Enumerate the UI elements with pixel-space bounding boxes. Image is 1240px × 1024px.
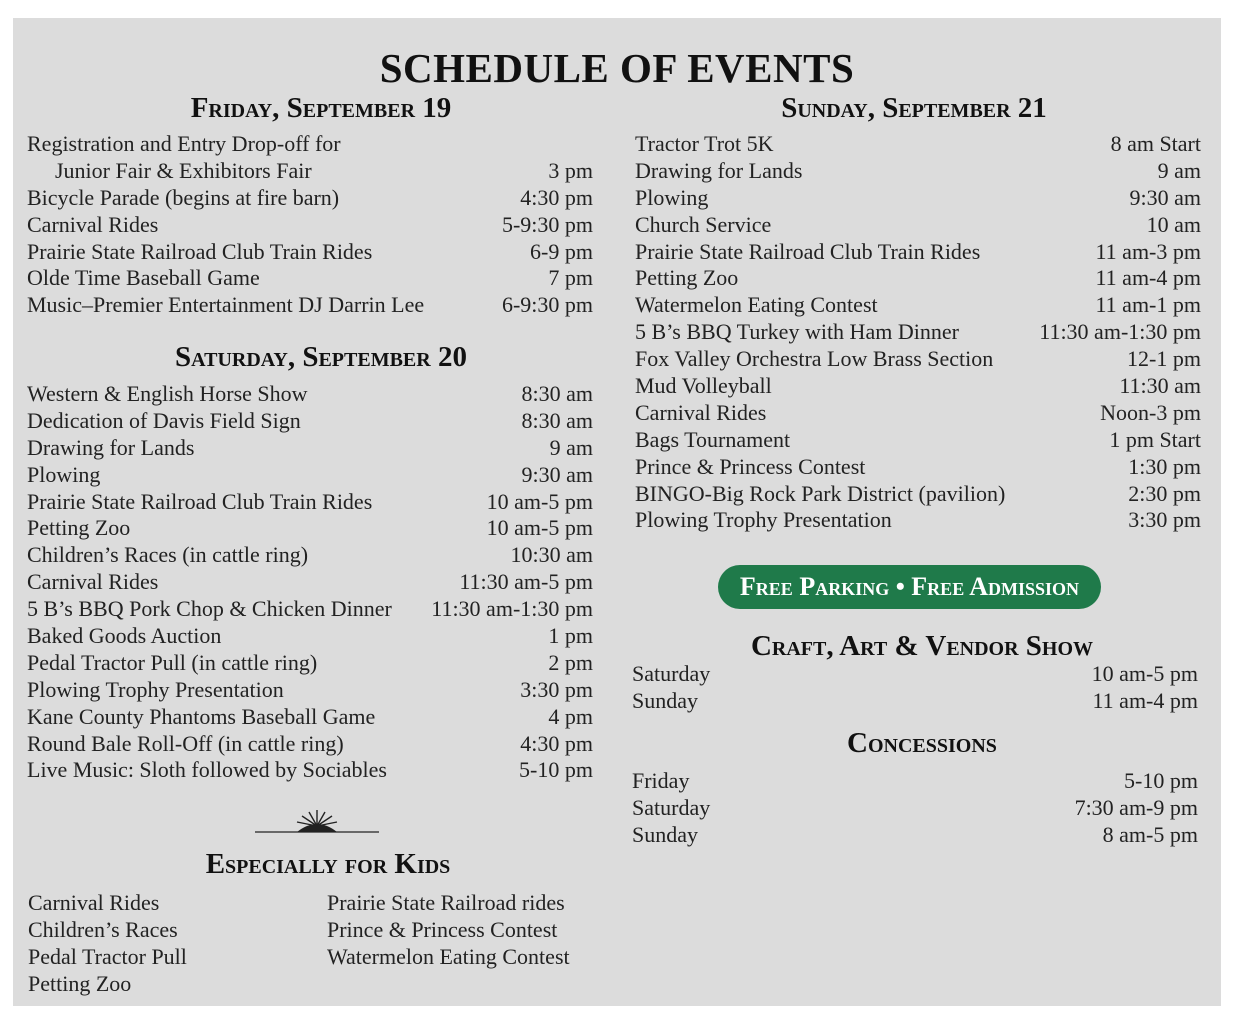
event-row: [635, 454, 1201, 481]
event-name: Bags Tournament: [635, 426, 791, 452]
event-row: [27, 569, 593, 596]
craft-show-list: [632, 661, 1198, 715]
event-time: 11:30 am-1:30 pm: [431, 596, 593, 622]
event-row: [27, 185, 593, 212]
event-time: 4:30 pm: [520, 730, 593, 756]
event-time: 11 am-3 pm: [1095, 238, 1201, 264]
event-name: Plowing: [27, 461, 101, 487]
event-name: Carnival Rides: [635, 399, 767, 425]
hours-value: 7:30 am-9 pm: [1074, 794, 1198, 820]
event-name: Kane County Phantoms Baseball Game: [27, 703, 376, 729]
hours-row: [632, 661, 1198, 688]
event-time: 2 pm: [548, 649, 593, 675]
event-time: 8 am Start: [1110, 131, 1201, 156]
kids-item: Children’s Races: [28, 917, 178, 942]
day-label: Friday: [632, 768, 690, 793]
event-time: 7 pm: [548, 265, 593, 291]
hours-row: [632, 688, 1198, 715]
event-name: Prairie State Railroad Club Train Rides: [635, 238, 981, 264]
event-time: 11 am-4 pm: [1095, 265, 1201, 291]
event-row: [635, 212, 1201, 239]
event-row: [27, 292, 593, 319]
page-title: SCHEDULE OF EVENTS: [379, 45, 855, 91]
event-row: [27, 650, 593, 677]
event-row: [635, 239, 1201, 266]
event-row: [27, 489, 593, 516]
schedule-panel: [13, 18, 1221, 1006]
event-time: 9 am: [549, 434, 593, 460]
hours-row: [632, 768, 1198, 795]
event-name: Plowing: [635, 184, 709, 210]
event-row: [635, 507, 1201, 534]
event-time: 1:30 pm: [1128, 453, 1201, 479]
event-time: 2:30 pm: [1128, 480, 1201, 506]
hours-value: 10 am-5 pm: [1091, 661, 1198, 686]
kids-item: Pedal Tractor Pull: [28, 944, 187, 969]
event-row: [635, 346, 1201, 373]
event-name: Drawing for Lands: [635, 157, 803, 183]
sunday-heading: Sunday, September 21: [781, 92, 1047, 124]
kids-heading: Especially for Kids: [205, 848, 451, 880]
event-time: 9:30 am: [1129, 184, 1201, 210]
event-time: 10:30 am: [510, 542, 593, 568]
event-name: BINGO-Big Rock Park District (pavilion): [635, 480, 1006, 506]
event-row: [27, 704, 593, 731]
event-name: Mud Volleyball: [635, 373, 772, 399]
event-row: [27, 677, 593, 704]
event-row: [635, 185, 1201, 212]
event-name: 5 B’s BBQ Pork Chop & Chicken Dinner: [27, 596, 392, 622]
event-time: 6-9 pm: [530, 238, 593, 264]
hours-row: [632, 795, 1198, 822]
event-time: Noon-3 pm: [1100, 399, 1201, 425]
event-time: 1 pm: [548, 623, 593, 649]
event-time: 5-9:30 pm: [501, 211, 593, 237]
event-time: 11:30 am-5 pm: [459, 569, 593, 595]
event-time: 10 am-5 pm: [486, 488, 593, 514]
day-label: Saturday: [632, 794, 711, 820]
event-name: Carnival Rides: [27, 211, 159, 237]
event-time: 9 am: [1157, 157, 1201, 183]
event-row: [635, 319, 1201, 346]
concessions-heading: Concessions: [847, 727, 997, 759]
event-row: [27, 623, 593, 650]
event-time: 11 am-1 pm: [1095, 292, 1201, 318]
event-name: Pedal Tractor Pull (in cattle ring): [27, 649, 318, 675]
event-time: 11:30 am: [1119, 373, 1201, 399]
event-row: [27, 408, 593, 435]
event-row: [27, 757, 593, 784]
event-row: [27, 435, 593, 462]
event-name: Petting Zoo: [635, 265, 739, 291]
event-row: [27, 542, 593, 569]
event-row: [27, 265, 593, 292]
event-row: [27, 731, 593, 758]
event-time: 10 am: [1146, 211, 1201, 237]
event-row: [27, 596, 593, 623]
concessions-list: [632, 768, 1198, 849]
event-row: [635, 400, 1201, 427]
event-row: [27, 131, 593, 158]
event-name: Tractor Trot 5K: [635, 131, 774, 156]
kids-item: Carnival Rides: [28, 890, 160, 915]
event-name: Church Service: [635, 211, 772, 237]
event-row: [635, 481, 1201, 508]
hours-value: 8 am-5 pm: [1102, 821, 1198, 847]
event-row: [635, 292, 1201, 319]
event-name: Bicycle Parade (begins at fire barn): [27, 184, 340, 210]
event-name: Prairie State Railroad Club Train Rides: [27, 238, 373, 264]
event-name: Carnival Rides: [27, 569, 159, 595]
kids-list-right: [327, 889, 570, 970]
event-time: 8:30 am: [521, 381, 593, 406]
event-row: [635, 427, 1201, 454]
event-time: 12-1 pm: [1127, 346, 1201, 372]
event-row: [27, 212, 593, 239]
event-time: 11:30 am-1:30 pm: [1039, 319, 1201, 345]
event-row: [635, 131, 1201, 158]
event-time: 3:30 pm: [1128, 507, 1201, 533]
event-row: [27, 239, 593, 266]
day-label: Saturday: [632, 661, 711, 686]
kids-list-left: [28, 889, 187, 997]
free-parking-admission-badge: Free Parking • Free Admission: [718, 565, 1101, 609]
event-row: [27, 158, 593, 185]
saturday-event-list: [27, 381, 593, 784]
event-name: Olde Time Baseball Game: [27, 265, 260, 291]
event-name: Music–Premier Entertainment DJ Darrin Lee: [27, 292, 425, 318]
event-time: 3:30 pm: [520, 676, 593, 702]
event-name: Baked Goods Auction: [27, 623, 222, 649]
event-name: Western & English Horse Show: [27, 381, 308, 406]
event-name: Fox Valley Orchestra Low Brass Section: [635, 346, 994, 372]
event-name: Junior Fair & Exhibitors Fair: [55, 157, 312, 183]
event-time: 6-9:30 pm: [501, 292, 593, 318]
saturday-heading: Saturday, September 20: [175, 341, 467, 373]
event-name: Prince & Princess Contest: [635, 453, 866, 479]
day-label: Sunday: [632, 687, 698, 713]
event-row: [635, 265, 1201, 292]
day-label: Sunday: [632, 821, 698, 847]
event-name: Plowing Trophy Presentation: [635, 507, 892, 533]
hours-row: [632, 822, 1198, 849]
event-time: 5-10 pm: [519, 757, 593, 783]
event-name: Round Bale Roll-Off (in cattle ring): [27, 730, 344, 756]
hours-value: 11 am-4 pm: [1092, 687, 1198, 713]
event-time: 9:30 am: [521, 461, 593, 487]
hours-value: 5-10 pm: [1124, 768, 1198, 793]
event-name: Petting Zoo: [27, 515, 131, 541]
event-name: 5 B’s BBQ Turkey with Ham Dinner: [635, 319, 959, 345]
event-name: Live Music: Sloth followed by Sociables: [27, 757, 387, 783]
event-time: 8:30 am: [521, 407, 593, 433]
kids-item: Prince & Princess Contest: [327, 917, 558, 942]
craft-show-heading: Craft, Art & Vendor Show: [750, 630, 1094, 662]
sunburst-ornament-icon: [253, 806, 381, 836]
event-time: 1 pm Start: [1109, 426, 1201, 452]
event-time: 4 pm: [548, 703, 593, 729]
event-name: Prairie State Railroad Club Train Rides: [27, 488, 373, 514]
event-name: Watermelon Eating Contest: [635, 292, 878, 318]
event-name: Children’s Races (in cattle ring): [27, 542, 309, 568]
event-name: Drawing for Lands: [27, 434, 195, 460]
event-row: [27, 462, 593, 489]
sunday-event-list: [635, 131, 1201, 534]
kids-item: Prairie State Railroad rides: [327, 890, 565, 915]
friday-heading: Friday, September 19: [190, 92, 452, 124]
event-name: Registration and Entry Drop-off for: [27, 131, 341, 156]
event-row: [27, 381, 593, 408]
event-row: [635, 158, 1201, 185]
event-time: 4:30 pm: [520, 184, 593, 210]
kids-item: Watermelon Eating Contest: [327, 944, 570, 969]
event-name: Plowing Trophy Presentation: [27, 676, 284, 702]
event-name: Dedication of Davis Field Sign: [27, 407, 301, 433]
event-time: 3 pm: [548, 157, 593, 183]
event-time: 10 am-5 pm: [486, 515, 593, 541]
friday-event-list: [27, 131, 593, 319]
event-row: [635, 373, 1201, 400]
event-row: [27, 515, 593, 542]
kids-item: Petting Zoo: [28, 971, 132, 996]
